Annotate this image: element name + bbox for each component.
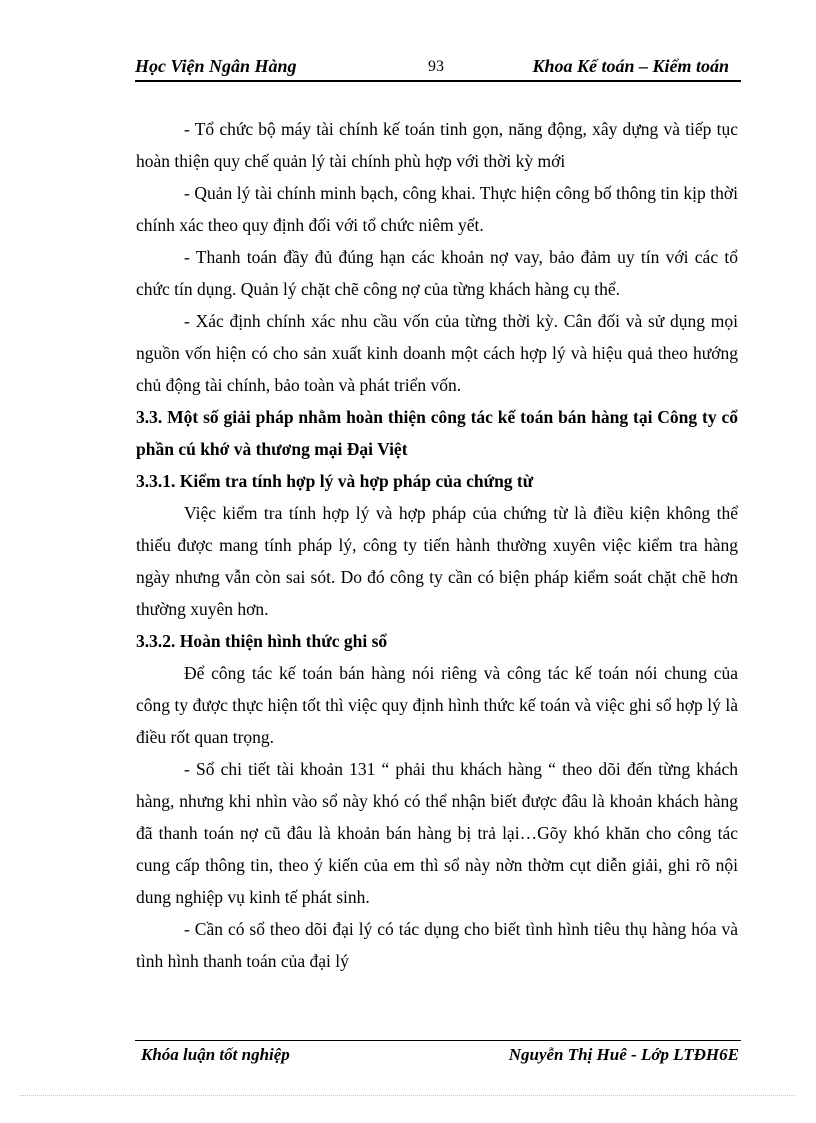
paragraph: Việc kiểm tra tính hợp lý và hợp pháp của chứng từ là điều kiện không thể thiếu được mang tính pháp lý, công ty tiến hành thường xuyên việc kiểm tra hàng ngày nhưng vẫn còn sai sót. Do đó công ty cần có biện pháp kiểm soát chặt chẽ hơn thường xuyên hơn. [136, 503, 738, 619]
paragraph: - Tổ chức bộ máy tài chính kế toán tinh gọn, năng động, xây dựng và tiếp tục hoàn thiện quy chế quản lý tài chính phù hợp với thời kỳ mới [136, 119, 738, 171]
paragraph: - Thanh toán đầy đủ đúng hạn các khoản nợ vay, bảo đảm uy tín với các tổ chức tín dụng. Quản lý chặt chẽ công nợ của từng khách hàng cụ thể. [136, 247, 738, 299]
section-heading-3-3-2: 3.3.2. Hoàn thiện hình thức ghi sổ [136, 631, 388, 651]
paragraph: - Sổ chi tiết tài khoản 131 “ phải thu khách hàng “ theo dõi đến từng khách hàng, nhưng khi nhìn vào sổ này khó có thể nhận biết được đâu là khoản khách hàng đã thanh toán nợ cũ đâu là khoản bán hàng bị trả lại…Gõy khó khăn cho công tác cung cấp thông tin, theo ý kiến của em thì sổ này nờn thờm cụt diễn giải, ghi rõ nội dung nghiệp vụ kinh tế phát sinh. [136, 759, 738, 907]
paragraph: Để công tác kế toán bán hàng nói riêng và công tác kế toán nói chung của công ty được thực hiện tốt thì việc quy định hình thức kế toán và việc ghi sổ hợp lý là điều rốt quan trọng. [136, 663, 738, 747]
paragraph: - Quản lý tài chính minh bạch, công khai. Thực hiện công bố thông tin kịp thời chính xác theo quy định đối với tổ chức niêm yết. [136, 183, 738, 235]
page-header [135, 56, 741, 82]
header-department: Khoa Kế toán – Kiểm toán [532, 56, 729, 76]
paragraph: - Cần có sổ theo dõi đại lý có tác dụng cho biết tình hình tiêu thụ hàng hóa và tình hình thanh toán của đại lý [136, 919, 738, 971]
page-number: 93 [428, 58, 444, 75]
document-body [136, 113, 738, 977]
section-heading-3-3-1: 3.3.1. Kiểm tra tính hợp lý và hợp pháp của chứng từ [136, 471, 534, 491]
header-institution: Học Viện Ngân Hàng [135, 56, 297, 76]
page-footer [135, 1040, 741, 1071]
section-heading-3-3: 3.3. Một số giải pháp nhằm hoàn thiện công tác kế toán bán hàng tại Công ty cổ phần cú khớ và thương mại Đại Việt [136, 407, 738, 459]
page-boundary [20, 1095, 796, 1096]
paragraph: - Xác định chính xác nhu cầu vốn của từng thời kỳ. Cân đối và sử dụng mọi nguồn vốn hiện có cho sản xuất kinh doanh một cách hợp lý và hiệu quả theo hướng chủ động tài chính, bảo toàn và phát triển vốn. [136, 311, 738, 395]
footer-thesis-label: Khóa luận tốt nghiệp [141, 1045, 290, 1064]
footer-author: Nguyễn Thị Huê - Lớp LTĐH6E [508, 1045, 739, 1064]
